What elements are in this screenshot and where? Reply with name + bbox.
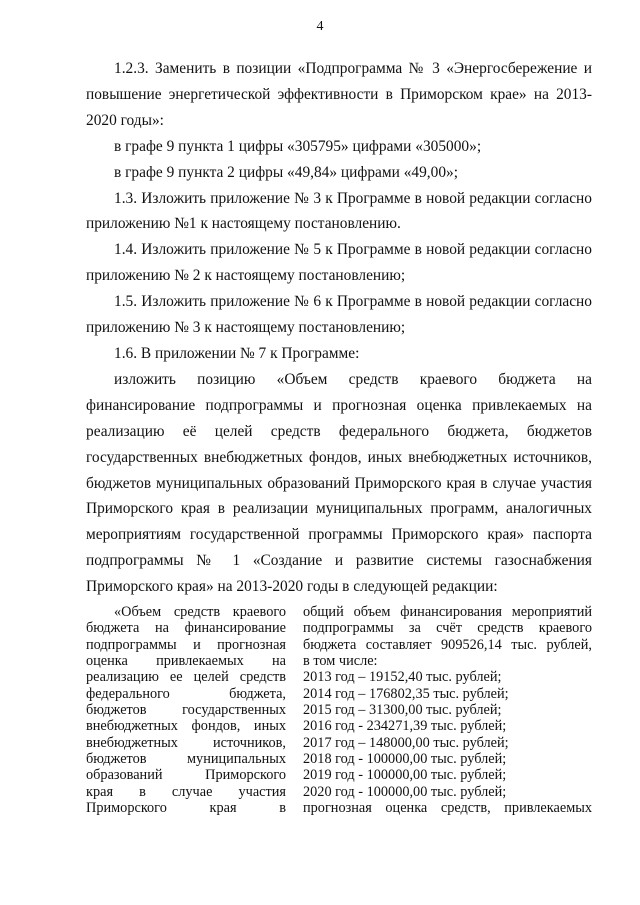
value-line: подпрограммы за счёт средств краевого bbox=[303, 620, 592, 637]
label-line: бюджетов муниципальных bbox=[86, 751, 286, 768]
funding-year-2018: 2018 год - 100000,00 тыс. рублей; bbox=[303, 751, 507, 768]
paragraph-1-2-3: 1.2.3. Заменить в позиции «Подпрограмма № 3 «Энергосбережение и повышение энергетической эффективности в Приморском крае» на 2013-2020 годы»: bbox=[86, 60, 592, 129]
label-line: образований Приморского bbox=[86, 767, 286, 784]
label-line: бюджета на финансирование bbox=[86, 620, 286, 637]
funding-year-2020: 2020 год - 100000,00 тыс. рублей; bbox=[303, 783, 507, 800]
funding-year-2016: 2016 год - 234271,39 тыс. рублей; bbox=[303, 718, 507, 735]
label-line: «Объем средств краевого bbox=[114, 604, 286, 620]
document-body bbox=[86, 56, 592, 600]
label-line: федерального бюджета, bbox=[86, 685, 286, 702]
paragraph-1-5: 1.5. Изложить приложение № 6 к Программе в новой редакции согласно приложению № 3 к настоящему постановлению; bbox=[86, 293, 592, 337]
paragraph-1-3: 1.3. Изложить приложение № 3 к Программе в новой редакции согласно приложению №1 к настоящему постановлению. bbox=[86, 189, 592, 233]
funding-year-2013: 2013 год – 19152,40 тыс. рублей; bbox=[303, 669, 502, 686]
value-line: прогнозная оценка средств, привлекаемых bbox=[303, 800, 592, 817]
label-line: оценка привлекаемых на bbox=[86, 653, 286, 670]
label-line: края в случае участия bbox=[86, 783, 286, 800]
paragraph-1-4: 1.4. Изложить приложение № 5 к Программе в новой редакции согласно приложению № 2 к настоящему постановлению; bbox=[86, 241, 592, 285]
funding-year-2015: 2015 год – 31300,00 тыс. рублей; bbox=[303, 702, 502, 719]
funding-year-2017: 2017 год – 148000,00 тыс. рублей; bbox=[303, 734, 509, 751]
label-line: внебюджетных фондов, иных bbox=[86, 718, 286, 735]
passport-value-column bbox=[303, 604, 592, 816]
value-line: в том числе: bbox=[303, 653, 378, 670]
funding-year-2014: 2014 год – 176802,35 тыс. рублей; bbox=[303, 685, 509, 702]
value-line: общий объем финансирования мероприятий bbox=[303, 604, 592, 620]
passport-label-column bbox=[86, 604, 286, 816]
label-line: внебюджетных источников, bbox=[86, 734, 286, 751]
paragraph-column-9-item-1: в графе 9 пункта 1 цифры «305795» цифрами «305000»; bbox=[114, 137, 482, 155]
paragraph-column-9-item-2: в графе 9 пункта 2 цифры «49,84» цифрами «49,00»; bbox=[114, 163, 459, 181]
label-line: подпрограммы и прогнозная bbox=[86, 636, 286, 653]
funding-year-2019: 2019 год - 100000,00 тыс. рублей; bbox=[303, 767, 507, 784]
paragraph-1-6: 1.6. В приложении № 7 к Программе: bbox=[114, 344, 360, 362]
label-line: Приморского края в bbox=[86, 800, 286, 817]
label-line: бюджетов государственных bbox=[86, 702, 286, 719]
page-number: 4 bbox=[316, 19, 324, 34]
paragraph-position-text: изложить позицию «Объем средств краевого бюджета на финансирование подпрограммы и прогнозная оценка привлекаемых на реализацию её целей средств федерального бюджета, бюджетов государственных внебюджетных фондов, иных внебюджетных источников, бюджетов муниципальных образований Приморского края в случае участия Приморского края в реализации муниципальных программ, аналогичных мероприятиям государственной программы Приморского края» паспорта подпрограммы № 1 «Создание и развитие системы газоснабжения Приморского края» на 2013-2020 годы в следующей редакции: bbox=[86, 370, 592, 596]
label-line: реализацию ее целей средств bbox=[86, 669, 286, 686]
value-line: бюджета составляет 909526,14 тыс. рублей, bbox=[303, 636, 592, 653]
